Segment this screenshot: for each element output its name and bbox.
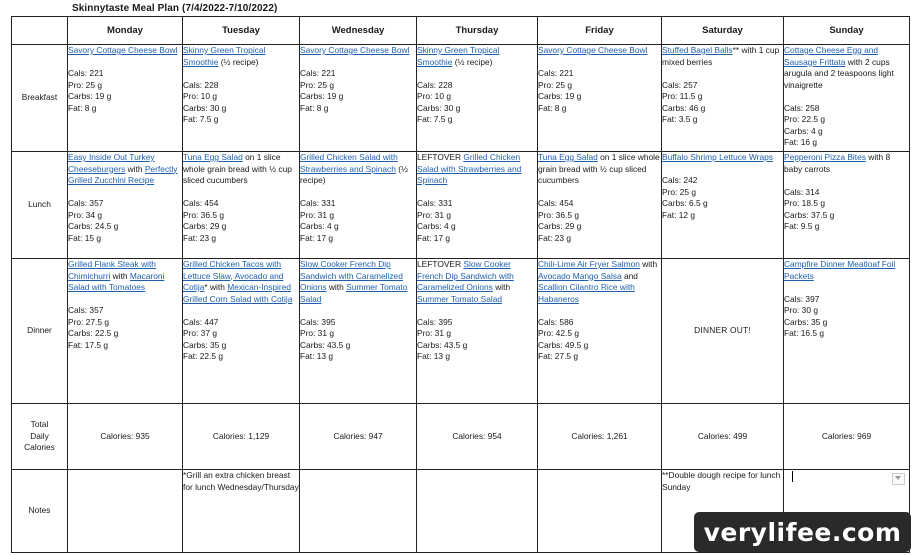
nutrition-fat: Fat: 8 g	[300, 102, 329, 113]
recipe-link[interactable]: Slow Cooker French Dip Sandwich with Caramelized Onions	[300, 259, 403, 292]
watermark-logo: verylifee.com	[694, 512, 911, 552]
meal-text: with	[125, 163, 145, 174]
nutrition-fat: Fat: 8 g	[68, 102, 97, 113]
notes-cell[interactable]	[538, 470, 662, 553]
recipe-link[interactable]: Scallion Cilantro Rice with Habaneros	[538, 282, 635, 304]
header-row	[12, 17, 910, 45]
daily-calories-total: Calories: 499	[662, 404, 784, 470]
recipe-link[interactable]: Tuna Egg Salad	[183, 152, 243, 162]
recipe-link[interactable]: Buffalo Shrimp Lettuce Wraps	[662, 152, 773, 162]
spacer	[68, 187, 182, 199]
nutrition-pro: Pro: 18.5 g	[784, 198, 825, 208]
nutrition-pro: Pro: 25 g	[538, 79, 572, 90]
meal-text: LEFTOVER	[417, 259, 464, 269]
recipe-link[interactable]: Stuffed Bagel Balls	[662, 45, 733, 55]
nutrition-pro: Pro: 36.5 g	[538, 209, 579, 220]
lunch-cell	[68, 152, 183, 259]
dinner-out-label: DINNER OUT!	[662, 259, 784, 404]
nutrition-cals: Cals: 228	[417, 79, 453, 90]
notes-cell[interactable]	[417, 470, 538, 553]
daily-calories-total: Calories: 1,129	[183, 404, 300, 470]
meal-description	[538, 259, 661, 305]
meal-text: * with	[204, 282, 228, 292]
day-header: Wednesday	[300, 17, 417, 45]
nutrition-cals: Cals: 221	[300, 68, 336, 78]
spacer	[538, 305, 661, 317]
daily-calories-total: Calories: 969	[784, 404, 910, 470]
spacer	[662, 164, 783, 176]
chevron-down-icon	[895, 476, 901, 480]
row-label-totals-line: Calories	[24, 442, 55, 453]
nutrition-carbs: Carbs: 35 g	[183, 339, 227, 350]
nutrition-cals: Cals: 258	[784, 102, 820, 113]
nutrition-pro: Pro: 10 g	[417, 91, 451, 101]
nutrition-fat: Fat: 16.5 g	[784, 328, 825, 338]
nutrition-pro: Pro: 10 g	[183, 91, 217, 101]
recipe-link[interactable]: Summer Tomato Salad	[300, 282, 408, 304]
notes-cell[interactable]: *Grill an extra chicken breast for lunch Wednesday/Thursday	[183, 470, 300, 553]
nutrition-pro: Pro: 25 g	[300, 79, 334, 90]
spacer	[417, 68, 537, 80]
meal-description	[538, 152, 661, 187]
nutrition-carbs: Carbs: 49.5 g	[538, 339, 589, 350]
row-label-dinner: Dinner	[12, 259, 68, 404]
nutrition-cals: Cals: 257	[662, 79, 698, 90]
recipe-link[interactable]: Savory Cottage Cheese Bowl	[300, 45, 410, 55]
nutrition-fat: Fat: 17 g	[300, 232, 334, 243]
lunch-cell	[300, 152, 417, 259]
nutrition-fat: Fat: 13 g	[417, 351, 451, 361]
nutrition-carbs: Carbs: 30 g	[183, 102, 227, 113]
nutrition-fat: Fat: 7.5 g	[183, 114, 219, 124]
nutrition-cals: Cals: 357	[68, 305, 104, 315]
row-label-breakfast: Breakfast	[12, 45, 68, 152]
spacer	[183, 187, 299, 199]
text-cursor	[792, 471, 793, 482]
recipe-link[interactable]: Grilled Chicken Tacos with Lettuce Slaw, Avocado and Cotija	[183, 259, 284, 292]
day-header: Friday	[538, 17, 662, 45]
meal-text: on 1 slice whole grain bread with ½ cup sliced cucumbers	[183, 152, 292, 185]
recipe-link[interactable]: Tuna Egg Salad	[538, 152, 598, 162]
spacer	[417, 187, 537, 199]
spacer	[183, 68, 299, 80]
recipe-link[interactable]: Chili-Lime Air Fryer Salmon	[538, 259, 640, 269]
meal-description	[417, 259, 537, 305]
spacer	[300, 57, 416, 69]
nutrition-fat: Fat: 16 g	[784, 137, 818, 147]
meal-text: with	[326, 282, 347, 292]
meal-text: with	[492, 282, 511, 292]
nutrition-fat: Fat: 27.5 g	[538, 351, 579, 361]
nutrition-pro: Pro: 25 g	[662, 186, 696, 197]
nutrition-carbs: Carbs: 43.5 g	[300, 339, 351, 350]
notes-cell[interactable]	[68, 470, 183, 553]
dinner-cell	[784, 259, 910, 404]
nutrition-cals: Cals: 397	[784, 293, 820, 304]
dinner-row	[12, 259, 910, 404]
meal-description	[662, 45, 783, 68]
nutrition-pro: Pro: 31 g	[417, 209, 451, 220]
nutrition-fat: Fat: 22.5 g	[183, 351, 224, 361]
meal-description	[68, 259, 182, 294]
row-label-totals	[12, 404, 68, 470]
recipe-link[interactable]: Campfire Dinner Meatloaf Foil Packets	[784, 259, 896, 281]
meal-text: (½ recipe)	[452, 56, 493, 67]
lunch-cell	[784, 152, 910, 259]
spacer	[784, 91, 909, 103]
lunch-cell	[662, 152, 784, 259]
nutrition-fat: Fat: 23 g	[183, 232, 217, 243]
nutrition-carbs: Carbs: 19 g	[68, 91, 112, 101]
breakfast-cell	[300, 45, 417, 152]
lunch-cell	[538, 152, 662, 259]
document-title: Skinnytaste Meal Plan (7/4/2022-7/10/2022)	[72, 3, 278, 14]
nutrition-fat: Fat: 13 g	[300, 351, 334, 361]
meal-text: on 1 slice whole grain bread with ½ cup sliced cucumbers	[538, 152, 660, 185]
spacer	[68, 294, 182, 306]
meal-description	[538, 45, 661, 57]
nutrition-carbs: Carbs: 19 g	[300, 91, 344, 101]
nutrition-pro: Pro: 36.5 g	[183, 209, 224, 220]
meal-description	[300, 259, 416, 305]
nutrition-cals: Cals: 331	[417, 198, 453, 208]
row-label-lunch: Lunch	[12, 152, 68, 259]
recipe-link[interactable]: Slow Cooker French Dip Sandwich with Caramelized Onions	[417, 259, 514, 292]
meal-text: with	[639, 259, 658, 269]
nutrition-carbs: Carbs: 24.5 g	[68, 221, 119, 231]
nutrition-cals: Cals: 221	[538, 68, 574, 78]
nutrition-pro: Pro: 11.5 g	[662, 91, 703, 101]
spacer	[784, 175, 909, 187]
daily-calories-total: Calories: 1,261	[538, 404, 662, 470]
meal-description	[417, 45, 537, 68]
nutrition-pro: Pro: 30 g	[784, 305, 818, 315]
nutrition-fat: Fat: 12 g	[662, 209, 696, 220]
lunch-cell	[183, 152, 300, 259]
nutrition-carbs: Carbs: 4 g	[300, 221, 339, 231]
spacer	[784, 282, 909, 294]
meal-description	[662, 152, 783, 164]
recipe-link[interactable]: Cottage Cheese Egg and Sausage Frittata	[784, 45, 879, 67]
meal-text: with	[110, 270, 130, 281]
meal-description	[68, 152, 182, 187]
nutrition-carbs: Carbs: 46 g	[662, 102, 706, 113]
breakfast-cell	[784, 45, 910, 152]
lunch-cell	[417, 152, 538, 259]
nutrition-cals: Cals: 357	[68, 198, 104, 208]
nutrition-cals: Cals: 221	[68, 68, 104, 78]
recipe-link[interactable]: Skinny Green Tropical Smoothie	[417, 45, 500, 67]
nutrition-pro: Pro: 37 g	[183, 328, 217, 338]
nutrition-carbs: Carbs: 4 g	[784, 125, 823, 136]
daily-calories-total: Calories: 947	[300, 404, 417, 470]
nutrition-carbs: Carbs: 22.5 g	[68, 328, 119, 338]
spacer	[183, 305, 299, 317]
dinner-cell	[417, 259, 538, 404]
nutrition-carbs: Carbs: 35 g	[784, 316, 828, 327]
day-header: Tuesday	[183, 17, 300, 45]
nutrition-fat: Fat: 17 g	[417, 232, 451, 243]
recipe-link[interactable]: Savory Cottage Cheese Bowl	[538, 45, 648, 55]
nutrition-pro: Pro: 25 g	[68, 79, 102, 90]
meal-description	[300, 152, 416, 187]
nutrition-pro: Pro: 34 g	[68, 209, 102, 220]
breakfast-cell	[183, 45, 300, 152]
meal-description	[300, 45, 416, 57]
spacer	[538, 57, 661, 69]
daily-calories-total: Calories: 954	[417, 404, 538, 470]
meal-description	[183, 259, 299, 305]
nutrition-fat: Fat: 8 g	[538, 102, 567, 113]
nutrition-carbs: Carbs: 6.5 g	[662, 198, 708, 208]
nutrition-carbs: Carbs: 29 g	[538, 221, 582, 231]
nutrition-pro: Pro: 22.5 g	[784, 114, 825, 124]
nutrition-cals: Cals: 454	[538, 198, 574, 208]
nutrition-fat: Fat: 15 g	[68, 232, 102, 243]
nutrition-fat: Fat: 7.5 g	[417, 114, 453, 124]
meal-description	[183, 152, 299, 187]
nutrition-fat: Fat: 9.5 g	[784, 221, 820, 231]
meal-description	[784, 45, 909, 91]
nutrition-pro: Pro: 31 g	[300, 328, 334, 338]
day-header: Saturday	[662, 17, 784, 45]
recipe-link[interactable]: Easy Inside Out Turkey Cheeseburgers	[68, 152, 155, 174]
recipe-link[interactable]: Savory Cottage Cheese Bowl	[68, 45, 178, 55]
meal-text: with 8 baby carrots	[784, 152, 891, 174]
dinner-cell	[538, 259, 662, 404]
recipe-link[interactable]: Macaroni Salad with Tomatoes	[68, 270, 165, 292]
nutrition-pro: Pro: 31 g	[417, 328, 451, 338]
row-label-totals-line: Total	[30, 419, 49, 430]
meal-description	[417, 152, 537, 187]
nutrition-pro: Pro: 31 g	[300, 209, 334, 220]
breakfast-cell	[417, 45, 538, 152]
nutrition-cals: Cals: 395	[300, 316, 336, 327]
spacer	[417, 305, 537, 317]
row-label-totals-line: Daily	[30, 430, 49, 441]
nutrition-cals: Cals: 586	[538, 316, 574, 327]
nutrition-cals: Cals: 447	[183, 316, 219, 327]
meal-text: with 2 cups arugula and 2 teaspoons light vinaigrette	[784, 56, 894, 90]
meal-text: LEFTOVER	[417, 152, 464, 162]
dinner-cell	[68, 259, 183, 404]
spacer	[300, 187, 416, 199]
spacer	[538, 187, 661, 199]
meal-text: (½ recipe)	[300, 163, 409, 185]
meal-description	[68, 45, 182, 57]
notes-cell[interactable]: **Double dough recipe for lunch Sunday	[662, 470, 784, 553]
breakfast-cell	[662, 45, 784, 152]
nutrition-cals: Cals: 395	[417, 316, 453, 327]
dinner-cell	[300, 259, 417, 404]
nutrition-carbs: Carbs: 37.5 g	[784, 209, 835, 220]
day-header: Sunday	[784, 17, 910, 45]
lunch-row	[12, 152, 910, 259]
meal-description	[784, 152, 909, 175]
totals-row	[12, 404, 910, 470]
nutrition-carbs: Carbs: 4 g	[417, 221, 456, 231]
nutrition-cals: Cals: 314	[784, 186, 820, 197]
corner-cell	[12, 17, 68, 45]
recipe-link[interactable]: Mexican-Inspired Grilled Corn Salad with Cotija	[183, 282, 293, 304]
spacer	[68, 57, 182, 69]
recipe-link[interactable]: Skinny Green Tropical Smoothie	[183, 45, 266, 67]
meal-plan-table	[11, 16, 910, 553]
recipe-link[interactable]: Grilled Chicken Salad with Strawberries and Spinach	[300, 152, 398, 174]
breakfast-cell	[538, 45, 662, 152]
day-header: Monday	[68, 17, 183, 45]
recipe-link[interactable]: Grilled Flank Steak with Chimichurri	[68, 259, 156, 281]
nutrition-cals: Cals: 331	[300, 198, 336, 208]
nutrition-cals: Cals: 242	[662, 175, 698, 185]
meal-text: and	[621, 270, 638, 281]
breakfast-cell	[68, 45, 183, 152]
breakfast-row	[12, 45, 910, 152]
daily-calories-total: Calories: 935	[68, 404, 183, 470]
row-label-notes: Notes	[12, 470, 68, 553]
nutrition-fat: Fat: 3.5 g	[662, 114, 698, 124]
nutrition-fat: Fat: 17.5 g	[68, 339, 109, 350]
nutrition-pro: Pro: 42.5 g	[538, 328, 579, 338]
recipe-link[interactable]: Grilled Chicken Salad with Strawberries and Spinach	[417, 152, 522, 185]
notes-cell[interactable]	[300, 470, 417, 553]
meal-text: ** with 1 cup mixed berries	[662, 45, 780, 67]
recipe-link[interactable]: Perfectly Grilled Zucchini Recipe	[68, 163, 178, 185]
meal-description	[183, 45, 299, 68]
recipe-link[interactable]: Pepperoni Pizza Bites	[784, 152, 866, 162]
nutrition-carbs: Carbs: 43.5 g	[417, 339, 468, 350]
nutrition-pro: Pro: 27.5 g	[68, 316, 109, 327]
meal-description	[784, 259, 909, 282]
spacer	[662, 68, 783, 80]
meal-text: (½ recipe)	[218, 56, 259, 67]
dinner-cell	[183, 259, 300, 404]
nutrition-fat: Fat: 23 g	[538, 232, 572, 243]
day-header: Thursday	[417, 17, 538, 45]
recipe-link[interactable]: Avocado Mango Salsa	[538, 270, 622, 281]
nutrition-carbs: Carbs: 19 g	[538, 91, 582, 101]
spacer	[300, 305, 416, 317]
recipe-link[interactable]: Summer Tomato Salad	[417, 293, 503, 304]
nutrition-carbs: Carbs: 30 g	[417, 102, 461, 113]
nutrition-cals: Cals: 454	[183, 198, 219, 208]
nutrition-cals: Cals: 228	[183, 79, 219, 90]
nutrition-carbs: Carbs: 29 g	[183, 221, 227, 231]
